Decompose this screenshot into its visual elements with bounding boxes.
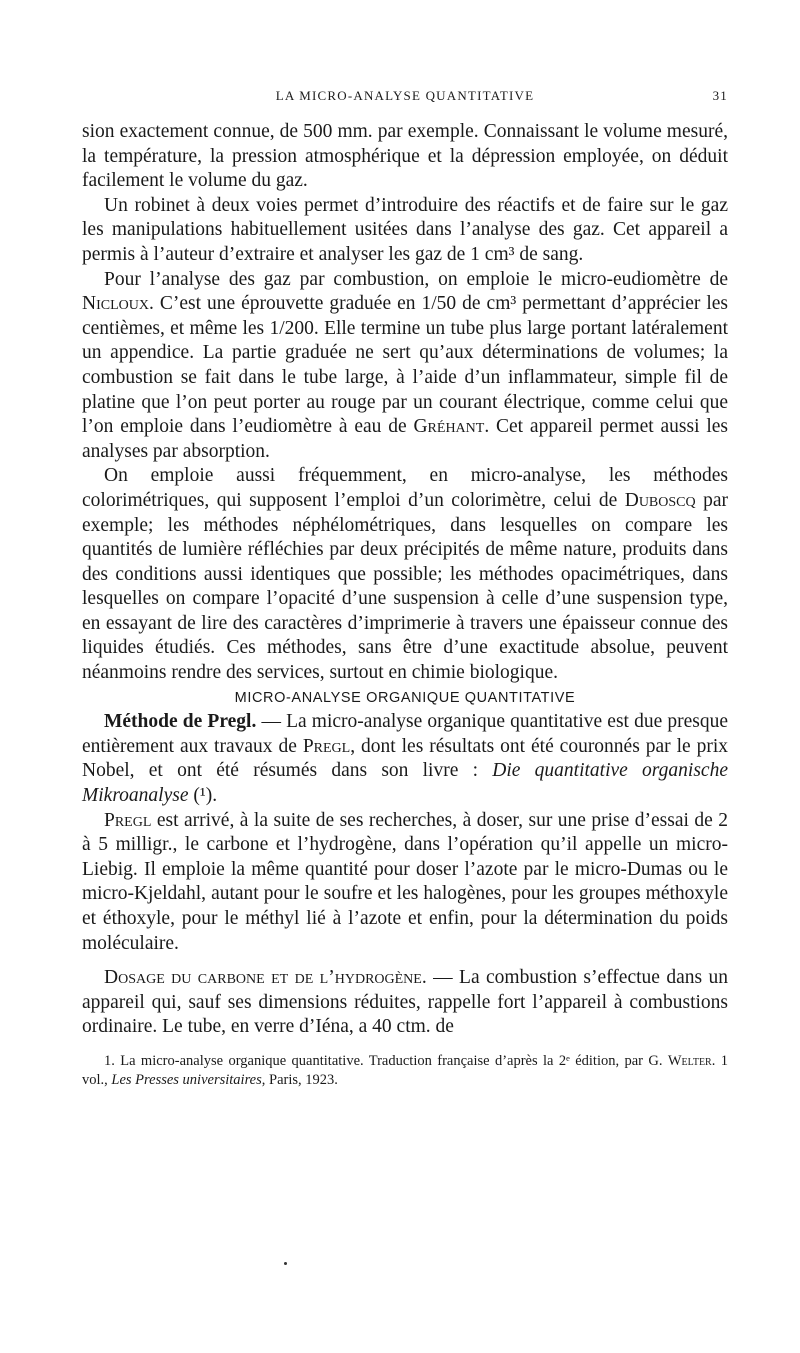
paragraph-4 [82, 464, 728, 685]
footnote-ref: (¹). [188, 785, 218, 807]
paragraph-7-text: — La combustion s’effectue dans un appareil qui, sauf ses dimensions réduites, rappelle fort l’appareil à combustions ordinaire. Le tube, en verre d’Iéna, a 40 ctm. de [82, 967, 728, 1038]
paragraph-3 [82, 268, 728, 465]
author-pregl-2: Pregl [104, 809, 152, 831]
running-title: LA MICRO-ANALYSE QUANTITATIVE [275, 88, 535, 103]
paragraph-7 [82, 966, 728, 1040]
author-duboscq: Duboscq [624, 489, 696, 511]
paragraph-5-text-b: , dont les résultats ont été couronnés par le prix Nobel, et ont été résumés dans son livre : [82, 735, 728, 782]
author-pregl: Pregl [302, 735, 351, 757]
section-heading: MICRO-ANALYSE ORGANIQUE QUANTITATIVE [234, 689, 576, 706]
paragraph-2: Un robinet à deux voies permet d’introduire des réactifs et de faire sur le gaz les manipulations habituellement usitées dans l’analyse des gaz. Cet appareil a permis à l’auteur d’extraire et analyser les gaz de 1 cm³ de sang. [82, 194, 728, 265]
author-nicloux: Nicloux [82, 293, 149, 315]
paragraph-4-text-a: On emploie aussi fréquemment, en micro-analyse, les méthodes colorimétriques, qui supposent l’emploi d’un colorimètre, celui de [82, 465, 728, 511]
footnote-text-b: . 1 vol., [82, 1052, 728, 1088]
book-title: Die quantitative organische Mikroanalyse [82, 760, 728, 807]
paragraph-4-text-b: par exemple; les méthodes néphélométriques, dans lesquelles on compare les quantités de lumière réfléchies par deux précipités de même nature, produits dans des conditions aussi identiques que possible; les méthodes opacimétriques, dans lesquelles on compare l’opacité d’une suspension à celle d’une suspension type, en essayant de lire des caractères d’imprimerie à travers une épaisseur connue des liquides étudiés. Ces méthodes, sans être d’une exactitude absolue, peuvent néanmoins rendre des services, surtout en chimie biologique. [82, 489, 728, 684]
paragraph-6-text: est arrivé, à la suite de ses recherches, à doser, sur une prise d’essai de 2 à 5 milligr., le carbone et l’hydrogène, dans l’opération qu’il appelle un micro-Liebig. Il emploie la même quantité pour doser l’azote par le micro-Dumas ou le micro-Kjeldahl, autant pour le soufre et les halogènes, pour les groupes méthoxyle et éthoxyle, pour le méthyl lié à l’azote et enfin, pour la détermination du poids moléculaire. [82, 809, 728, 954]
paragraph-6 [82, 809, 728, 957]
footnote [82, 1052, 728, 1090]
run-in-heading-pregl: Méthode de Pregl. [104, 711, 257, 733]
run-in-heading-dosage: Dosage du carbone et de l’hydrogène. [104, 967, 427, 989]
paragraph-3-text-b: . C’est une éprouvette graduée en 1/50 de cm³ permettant d’apprécier les centièmes, et même les 1/200. Elle termine un tube plus large portant latéralement un appendice. La partie graduée ne sert qu’aux déterminations de volumes; la combustion se fait dans le tube large, à l’aide d’un inflammateur, simple fil de platine que l’on peut porter au rouge par un courant électrique, comme celui que l’on emploie dans l’eudiomètre à eau de [82, 293, 728, 438]
body-text [82, 120, 728, 1090]
paragraph-1: sion exactement connue, de 500 mm. par exemple. Connaissant le volume mesuré, la température, la pression atmosphérique et la dépression employée, on déduit facilement le volume du gaz. [82, 121, 728, 192]
paragraph-3-text-a: Pour l’analyse des gaz par combustion, on emploie le micro-eudiomètre de [104, 268, 728, 290]
publisher-name: Les Presses universitaires [111, 1071, 262, 1088]
print-speck-dot [284, 1262, 287, 1265]
footnote-text-a: 1. La micro-analyse organique quantitative. Traduction française d’après la 2ᵉ édition, par G. [104, 1052, 668, 1069]
paragraph-5-text-a: — La micro-analyse organique quantitative est due presque entièrement aux travaux de [82, 711, 729, 757]
running-head [82, 88, 728, 110]
translator-welter: Welter [667, 1052, 712, 1069]
paragraph-5 [82, 710, 728, 808]
page-number: 31 [712, 88, 728, 103]
footnote-text-c: , Paris, 1923. [261, 1071, 338, 1088]
author-grehant: Gréhant [413, 416, 485, 438]
paragraph-3-text-c: . Cet appareil permet aussi les analyses par absorption. [82, 416, 728, 462]
